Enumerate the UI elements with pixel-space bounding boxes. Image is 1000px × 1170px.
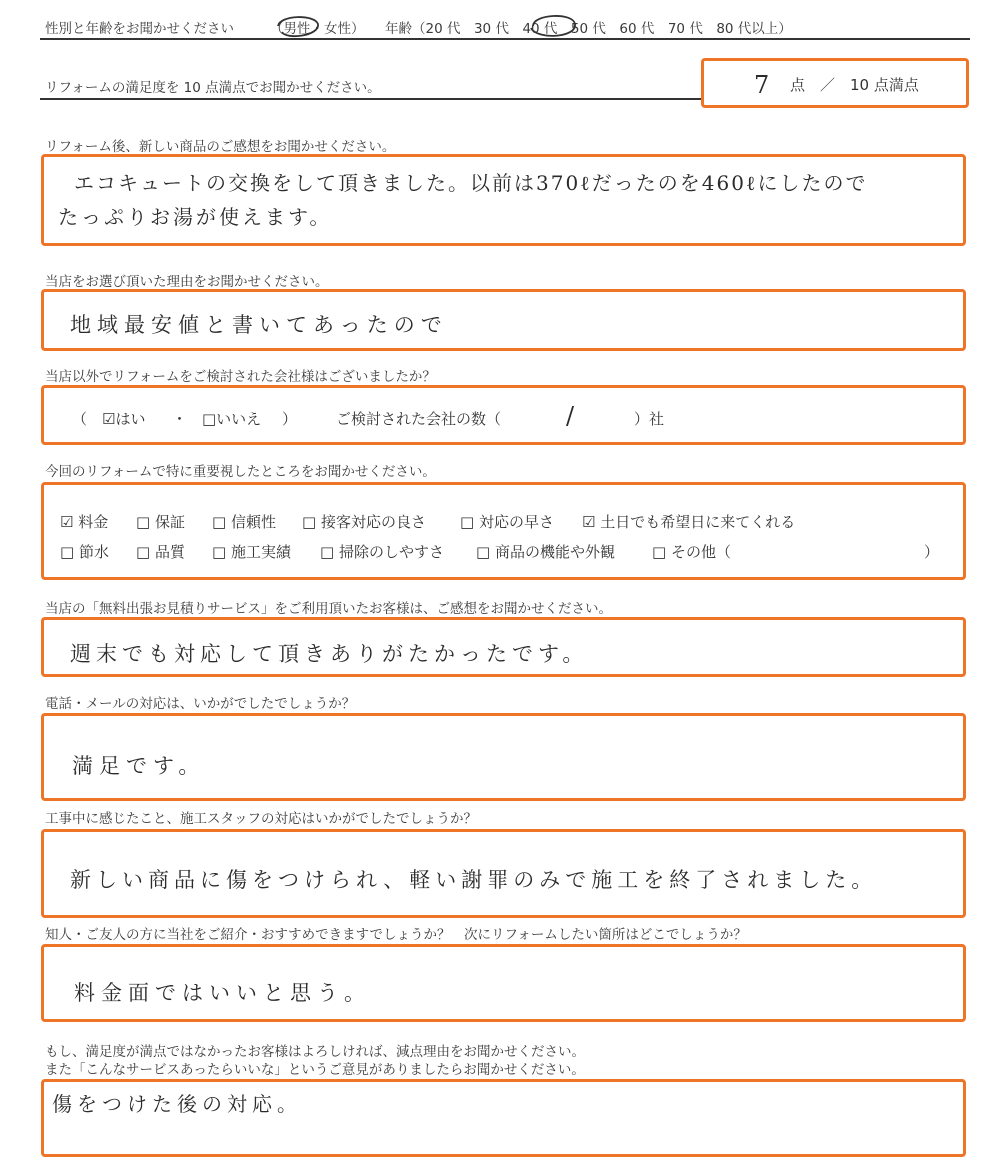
- q3-no-checkbox[interactable]: □いいえ: [202, 410, 262, 428]
- header-rule: [40, 38, 970, 40]
- q2-answer-box: [41, 289, 966, 351]
- q3-yes-checkbox[interactable]: ☑はい: [102, 410, 146, 428]
- q1-question: リフォーム後、新しい商品のご感想をお聞かせください。: [45, 139, 396, 155]
- q4-option-warranty[interactable]: □ 保証: [136, 513, 185, 531]
- gender-age-label: 性別と年齢をお聞かせください: [45, 21, 234, 37]
- q5-question: 当店の「無料出張お見積りサービス」をご利用頂いたお客様は、ご感想をお聞かせください。: [45, 601, 612, 617]
- q3-count-value: /: [566, 402, 578, 430]
- q8-question: 知人・ご友人の方に当社をご紹介・おすすめできますでしょうか？ 次にリフォームしたい箇所はどこでしょうか？: [45, 927, 747, 943]
- q9-question-line2: また「こんなサービスあったらいいな」というご意見がありましたらお聞かせください。: [45, 1062, 585, 1078]
- q4-option-price[interactable]: ☑ 料金: [60, 513, 109, 531]
- q2-question: 当店をお選び頂いた理由をお聞かせください。: [45, 274, 329, 290]
- satisfaction-unit: 点 ／ 10 点満点: [790, 76, 919, 94]
- q5-answer: 週末でも対応して頂きありがたかったです。: [70, 642, 589, 666]
- q3-count-label: ご検討された会社の数（: [336, 410, 502, 428]
- q6-question: 電話・メールの対応は、いかがでしたでしょうか？: [45, 696, 356, 712]
- q6-answer: 満足です。: [72, 754, 206, 778]
- q7-question: 工事中に感じたこと、施工スタッフの対応はいかがでしたでしょうか？: [45, 811, 477, 827]
- age-options: 年齢（20 代 30 代 40 代 50 代 60 代 70 代 80 代以上）: [385, 21, 792, 37]
- q7-answer-box: [41, 829, 966, 918]
- q1-answer-line1: エコキュートの交換をして頂きました。以前は370ℓだったのを460ℓにしたので: [74, 171, 868, 195]
- q4-option-function[interactable]: □ 商品の機能や外観: [476, 543, 615, 561]
- satisfaction-score-box: [701, 58, 969, 108]
- satisfaction-rule: [40, 98, 702, 100]
- q3-answer-box: [41, 385, 966, 445]
- q4-option-speed[interactable]: □ 対応の早さ: [460, 513, 554, 531]
- q8-answer: 料金面ではいいと思う。: [74, 981, 371, 1005]
- q8-answer-box: [41, 944, 966, 1022]
- q1-answer-line2: たっぷりお湯が使えます。: [58, 205, 333, 229]
- q4-option-service[interactable]: □ 接客対応の良さ: [302, 513, 426, 531]
- q9-question-line1: もし、満足度が満点ではなかったお客様はよろしければ、減点理由をお聞かせください。: [45, 1044, 585, 1060]
- q6-answer-box: [41, 713, 966, 801]
- q7-answer: 新しい商品に傷をつけられ、軽い謝罪のみで施工を終了されました。: [70, 868, 878, 892]
- satisfaction-score: 7: [754, 71, 773, 99]
- q4-other-close-paren: ）: [924, 543, 940, 561]
- q1-answer-box: [41, 154, 966, 246]
- q3-question: 当店以外でリフォームをご検討された会社様はございましたか？: [45, 369, 436, 385]
- q4-option-track-record[interactable]: □ 施工実績: [212, 543, 291, 561]
- q4-option-reliability[interactable]: □ 信頼性: [212, 513, 276, 531]
- q4-option-other[interactable]: □ その他（: [652, 543, 731, 561]
- q9-answer-box: [41, 1079, 966, 1157]
- q3-count-suffix: ）社: [634, 410, 665, 428]
- q4-option-cleaning[interactable]: □ 掃除のしやすさ: [320, 543, 444, 561]
- q4-option-water[interactable]: □ 節水: [60, 543, 109, 561]
- q2-answer: 地域最安値と書いてあったので: [70, 313, 448, 337]
- q4-option-weekend[interactable]: ☑ 土日でも希望日に来てくれる: [582, 513, 796, 531]
- q9-answer: 傷をつけた後の対応。: [52, 1092, 302, 1116]
- q3-separator: ・: [172, 410, 188, 428]
- gender-options: （男性・女性）: [270, 21, 365, 37]
- q3-close-paren: ）: [282, 410, 298, 428]
- q5-answer-box: [41, 617, 966, 677]
- q3-open-paren: （: [72, 410, 88, 428]
- satisfaction-question: リフォームの満足度を 10 点満点でお聞かせください。: [45, 80, 381, 96]
- q4-answer-box: [41, 482, 966, 580]
- q4-option-quality[interactable]: □ 品質: [136, 543, 185, 561]
- q4-question: 今回のリフォームで特に重要視したところをお聞かせください。: [45, 464, 436, 480]
